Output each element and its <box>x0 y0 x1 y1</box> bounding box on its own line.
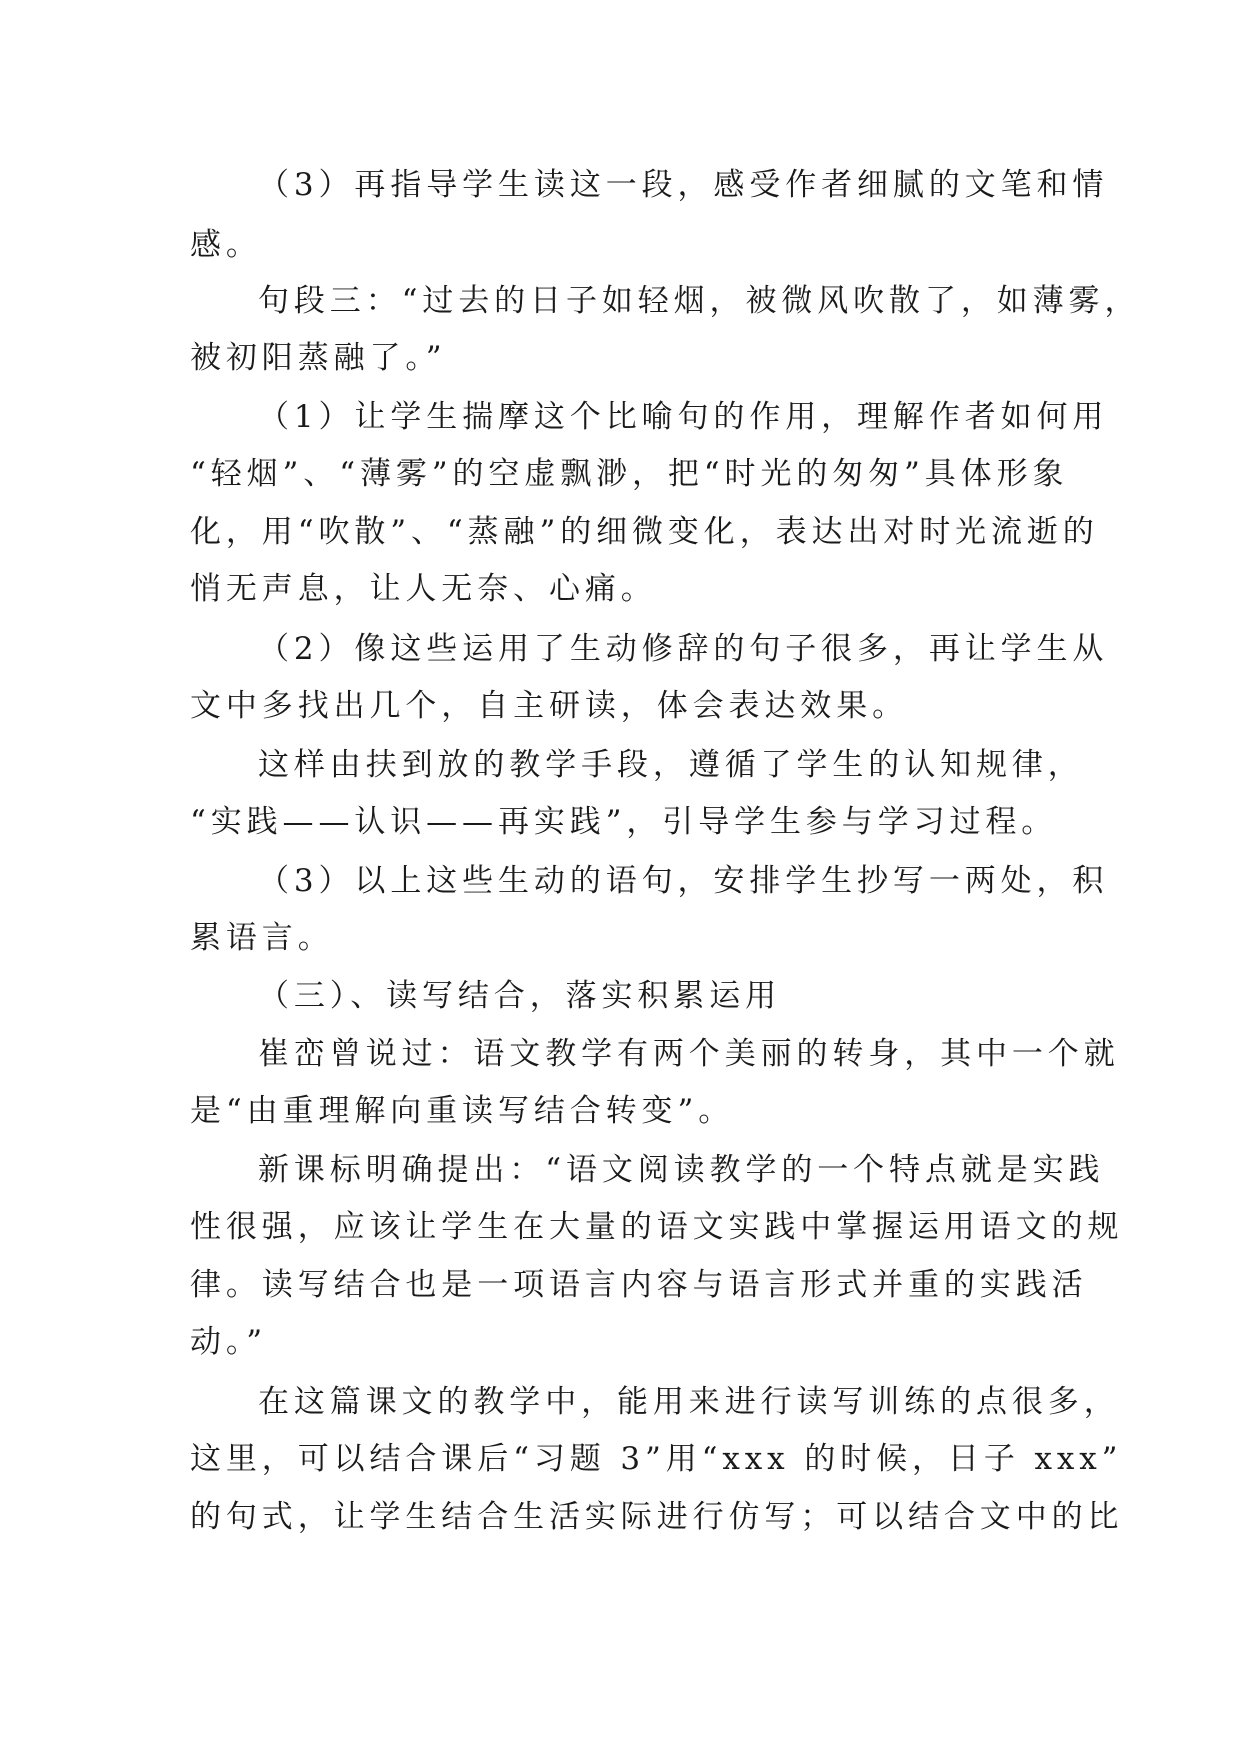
text-line: 这里，可以结合课后“习题 3”用“xxx 的时候，日子 xxx” <box>190 1441 1123 1477</box>
text-line: 动。” <box>190 1324 268 1360</box>
text-line: 的句式，让学生结合生活实际进行仿写；可以结合文中的比 <box>190 1499 1124 1535</box>
text-line: “实践——认识——再实践”，引导学生参与学习过程。 <box>190 804 1058 840</box>
text-line: （3）以上这些生动的语句，安排学生抄写一两处，积 <box>258 863 1109 899</box>
text-line: （3）再指导学生读这一段，感受作者细腻的文笔和情 <box>258 167 1109 203</box>
text-line: 悄无声息，让人无奈、心痛。 <box>190 571 657 607</box>
text-line: 这样由扶到放的教学手段，遵循了学生的认知规律， <box>258 747 1084 783</box>
text-line: 文中多找出几个，自主研读，体会表达效果。 <box>190 688 908 724</box>
text-line: 性很强，应该让学生在大量的语文实践中掌握运用语文的规 <box>190 1209 1124 1245</box>
text-line: “轻烟”、“薄雾”的空虚飘渺，把“时光的匆匆”具体形象 <box>190 456 1069 492</box>
text-line: 累语言。 <box>190 920 334 956</box>
text-line: 化，用“吹散”、“蒸融”的细微变化，表达出对时光流逝的 <box>190 514 1099 550</box>
text-line: 在这篇课文的教学中，能用来进行读写训练的点很多， <box>258 1384 1120 1420</box>
section-heading: （三）、读写结合，落实积累运用 <box>258 978 781 1014</box>
text-line: （1）让学生揣摩这个比喻句的作用，理解作者如何用 <box>258 399 1109 435</box>
text-line: 句段三：“过去的日子如轻烟，被微风吹散了，如薄雾， <box>258 283 1141 319</box>
text-line: 被初阳蒸融了。” <box>190 340 447 376</box>
text-line: 律。读写结合也是一项语言内容与语言形式并重的实践活 <box>190 1267 1088 1303</box>
text-line: 崔峦曾说过：语文教学有两个美丽的转身，其中一个就 <box>258 1036 1120 1072</box>
text-line: （2）像这些运用了生动修辞的句子很多，再让学生从 <box>258 631 1109 667</box>
text-line: 新课标明确提出：“语文阅读教学的一个特点就是实践 <box>258 1152 1105 1188</box>
text-line: 是“由重理解向重读写结合转变”。 <box>190 1093 735 1129</box>
text-line: 感。 <box>190 227 262 263</box>
